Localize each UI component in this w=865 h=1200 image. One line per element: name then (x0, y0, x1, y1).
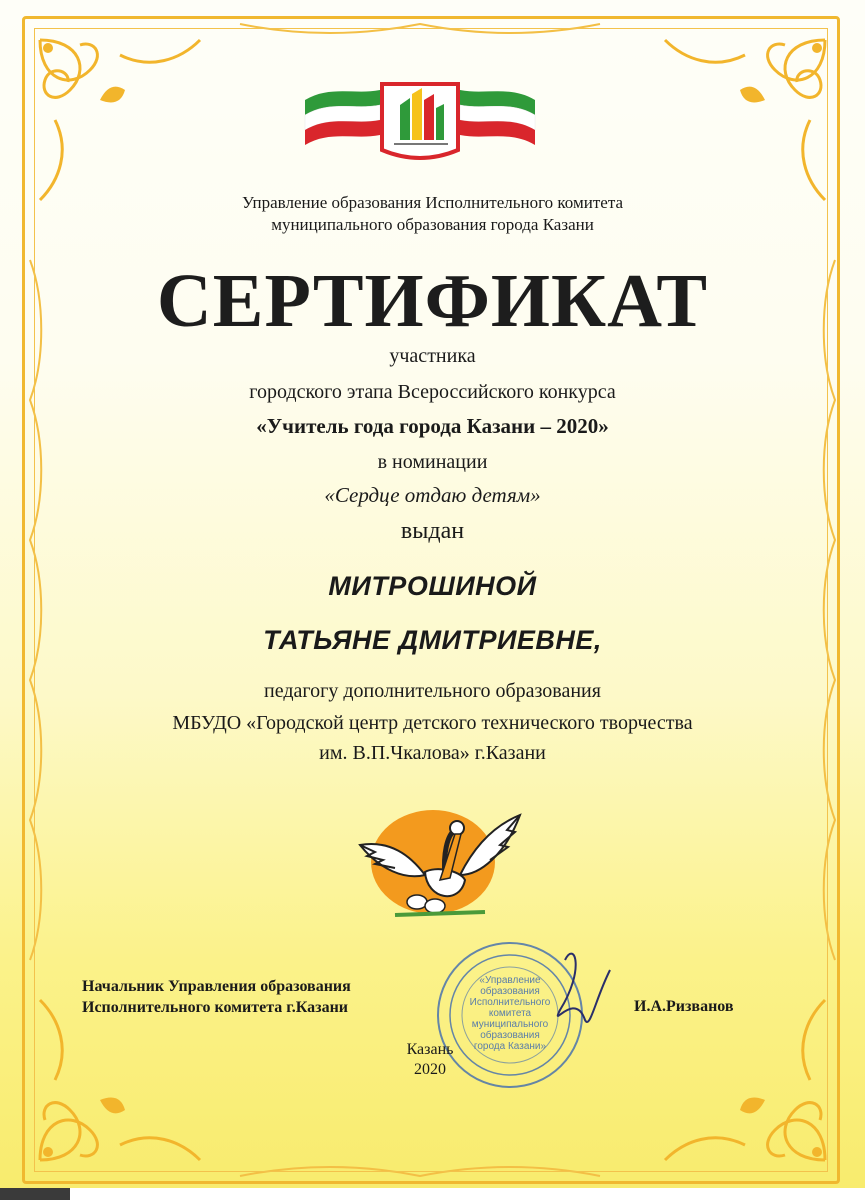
signatory-name: И.А.Ризванов (634, 998, 734, 1015)
emblem-logo (300, 70, 540, 170)
issuer-line-2: муниципального образования города Казани (271, 215, 594, 234)
contest-name: «Учитель года города Казани – 2020» (256, 414, 609, 438)
position-line-1: педагогу дополнительного образования (264, 680, 601, 702)
issued-line: выдан (400, 518, 465, 544)
year: 2020 (414, 1061, 446, 1078)
issuer-line-1: Управление образования Исполнительного комитета (242, 193, 623, 212)
recipient-surname: МИТРОШИНОЙ (328, 571, 537, 601)
place-and-date (380, 1040, 480, 1080)
pelican-logo (355, 800, 525, 925)
stamp-line: города Казани» (473, 1041, 547, 1052)
signatory-title-line-2: Исполнительного комитета г.Казани (82, 999, 349, 1016)
stage-line: городского этапа Всероссийского конкурса (249, 381, 616, 403)
stamp-line: муниципального (471, 1019, 549, 1030)
stamp-line: комитета (488, 1008, 532, 1019)
signatory-title (82, 976, 351, 1018)
city: Казань (406, 1041, 454, 1058)
pelican-icon (355, 800, 525, 925)
position-line-3: им. В.П.Чкалова» г.Казани (319, 742, 546, 764)
nomination-line: в номинации (377, 451, 488, 473)
certificate-title: СЕРТИФИКАТ (156, 259, 709, 343)
nomination-name: «Сердце отдаю детям» (324, 483, 541, 507)
signatory-title-line-1: Начальник Управления образования (82, 978, 351, 995)
kazan-education-emblem-icon (300, 70, 540, 170)
stamp-line: образования (480, 986, 540, 997)
stamp-line: «Управление (479, 975, 541, 986)
stamp-line: Исполнительного (469, 997, 551, 1008)
position-line-2: МБУДО «Городской центр детского технического творчества (172, 712, 693, 734)
participant-line: участника (389, 345, 476, 367)
scan-edge (0, 1188, 865, 1200)
stamp-line: образования (480, 1030, 540, 1041)
recipient-given-names: ТАТЬЯНЕ ДМИТРИЕВНЕ, (263, 625, 602, 655)
